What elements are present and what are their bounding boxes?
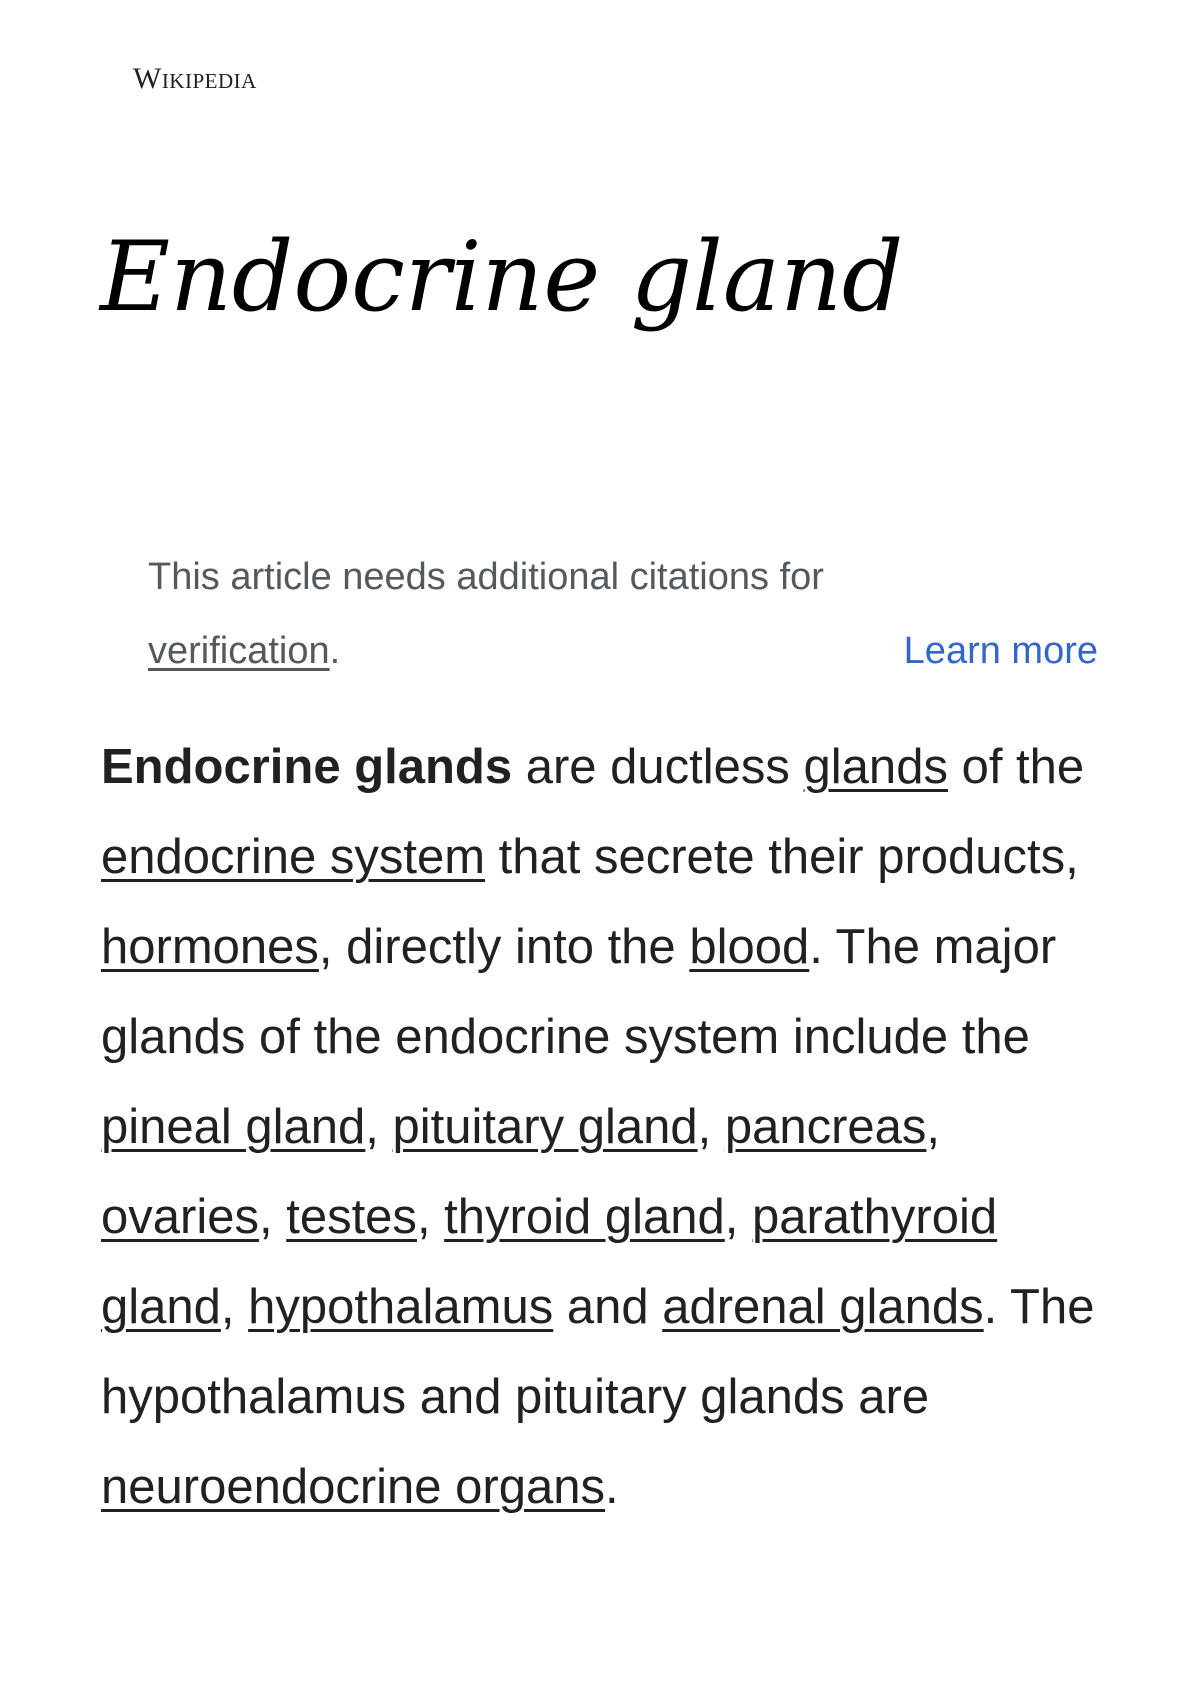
link-testes[interactable]: testes xyxy=(286,1190,417,1244)
text-segment: , xyxy=(365,1100,393,1154)
link-neuroendocrine-organs[interactable]: neuroendocrine organs xyxy=(101,1460,605,1514)
citation-notice-message: This article needs additional citations for xyxy=(148,556,824,598)
notice-period: . xyxy=(329,630,341,672)
text-segment: , xyxy=(697,1100,725,1154)
text-segment: . The major glands of the endocrine system include the xyxy=(101,920,1057,1064)
lead-paragraph xyxy=(101,722,1106,1532)
link-thyroid-gland[interactable]: thyroid gland xyxy=(444,1190,725,1244)
text-segment: . xyxy=(604,1460,619,1514)
link-pituitary-gland[interactable]: pituitary gland xyxy=(392,1100,698,1154)
text-segment: are ductless xyxy=(512,740,804,794)
link-blood[interactable]: blood xyxy=(689,920,810,974)
bold-term: Endocrine glands xyxy=(101,740,513,794)
text-segment: , xyxy=(724,1190,752,1244)
link-adrenal-glands[interactable]: adrenal glands xyxy=(662,1280,984,1334)
learn-more-link[interactable]: Learn more xyxy=(903,630,1098,672)
text-segment: , xyxy=(220,1280,249,1334)
text-segment: and xyxy=(553,1280,663,1334)
citation-notice-box xyxy=(148,540,1098,670)
page-title: Endocrine gland xyxy=(100,221,904,333)
link-glands[interactable]: glands xyxy=(803,740,948,794)
text-segment: . The hypothalamus and pituitary glands are xyxy=(101,1280,1095,1424)
link-pineal-gland[interactable]: pineal gland xyxy=(101,1100,366,1154)
text-segment: , xyxy=(416,1190,445,1244)
link-hypothalamus[interactable]: hypothalamus xyxy=(248,1280,554,1334)
text-segment: , xyxy=(926,1100,941,1154)
link-ovaries[interactable]: ovaries xyxy=(101,1190,259,1244)
citation-notice-text xyxy=(148,540,968,688)
text-segment: that secrete their products, xyxy=(485,830,1079,884)
text-segment: , xyxy=(258,1190,287,1244)
text-segment: , directly into the xyxy=(318,920,690,974)
link-endocrine-system[interactable]: endocrine system xyxy=(101,830,486,884)
text-segment: of the xyxy=(947,740,1085,794)
link-parathyroid-gland[interactable]: parathyroid gland xyxy=(101,1190,998,1334)
link-pancreas[interactable]: pancreas xyxy=(724,1100,927,1154)
link-hormones[interactable]: hormones xyxy=(101,920,319,974)
wikipedia-wordmark-logo[interactable]: Wikipedia xyxy=(133,62,257,95)
verification-link[interactable]: verification xyxy=(148,630,330,672)
